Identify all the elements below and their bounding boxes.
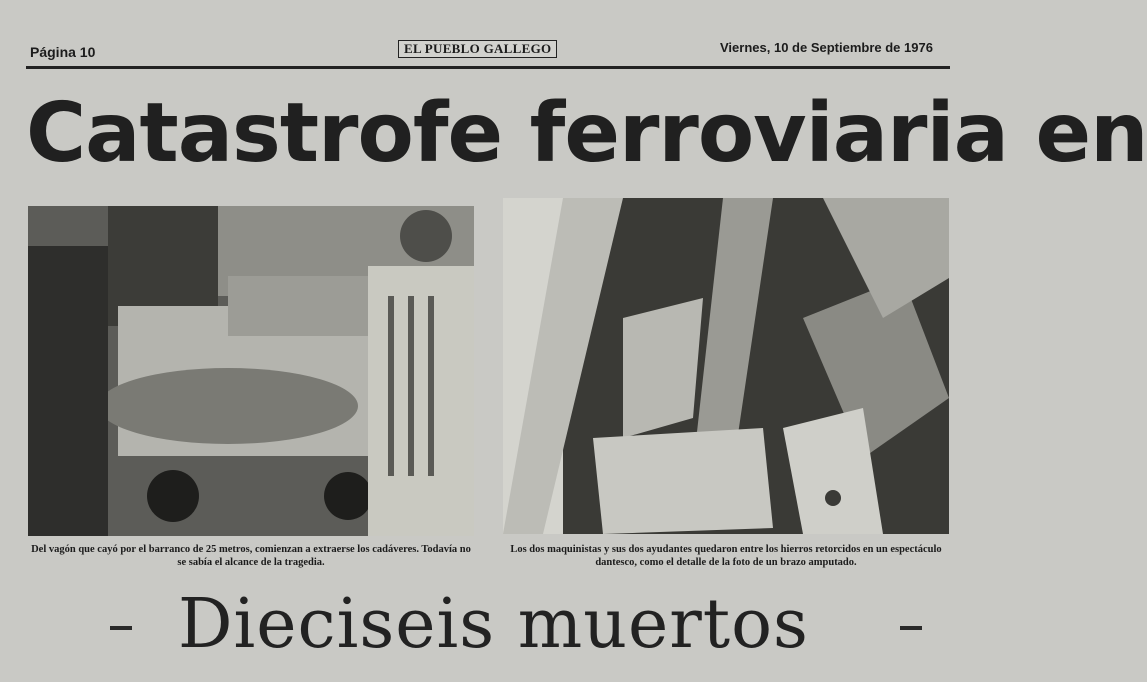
page-number: Página 10 [30, 44, 96, 60]
newspaper-name: EL PUEBLO GALLEGO [398, 40, 557, 58]
header-rule [26, 66, 950, 69]
issue-date: Viernes, 10 de Septiembre de 1976 [720, 40, 933, 55]
photo-wreckage [503, 198, 949, 534]
caption-left: Del vagón que cayó por el barranco de 25 metros, comienzan a extraerse los cadáveres. Todavía no se sabía el alcance de la tragedia. [31, 544, 471, 568]
dash-left [110, 626, 132, 630]
dash-right [900, 626, 922, 630]
main-headline: Catastrofe ferroviaria en [26, 86, 1147, 181]
subheadline: Dieciseis muertos [178, 585, 809, 664]
photo-stretcher-ambulance [28, 206, 474, 536]
caption-right: Los dos maquinistas y sus dos ayudantes quedaron entre los hierros retorcidos en un espectáculo dantesco, como el detalle de la foto de un brazo amputado. [510, 544, 942, 568]
